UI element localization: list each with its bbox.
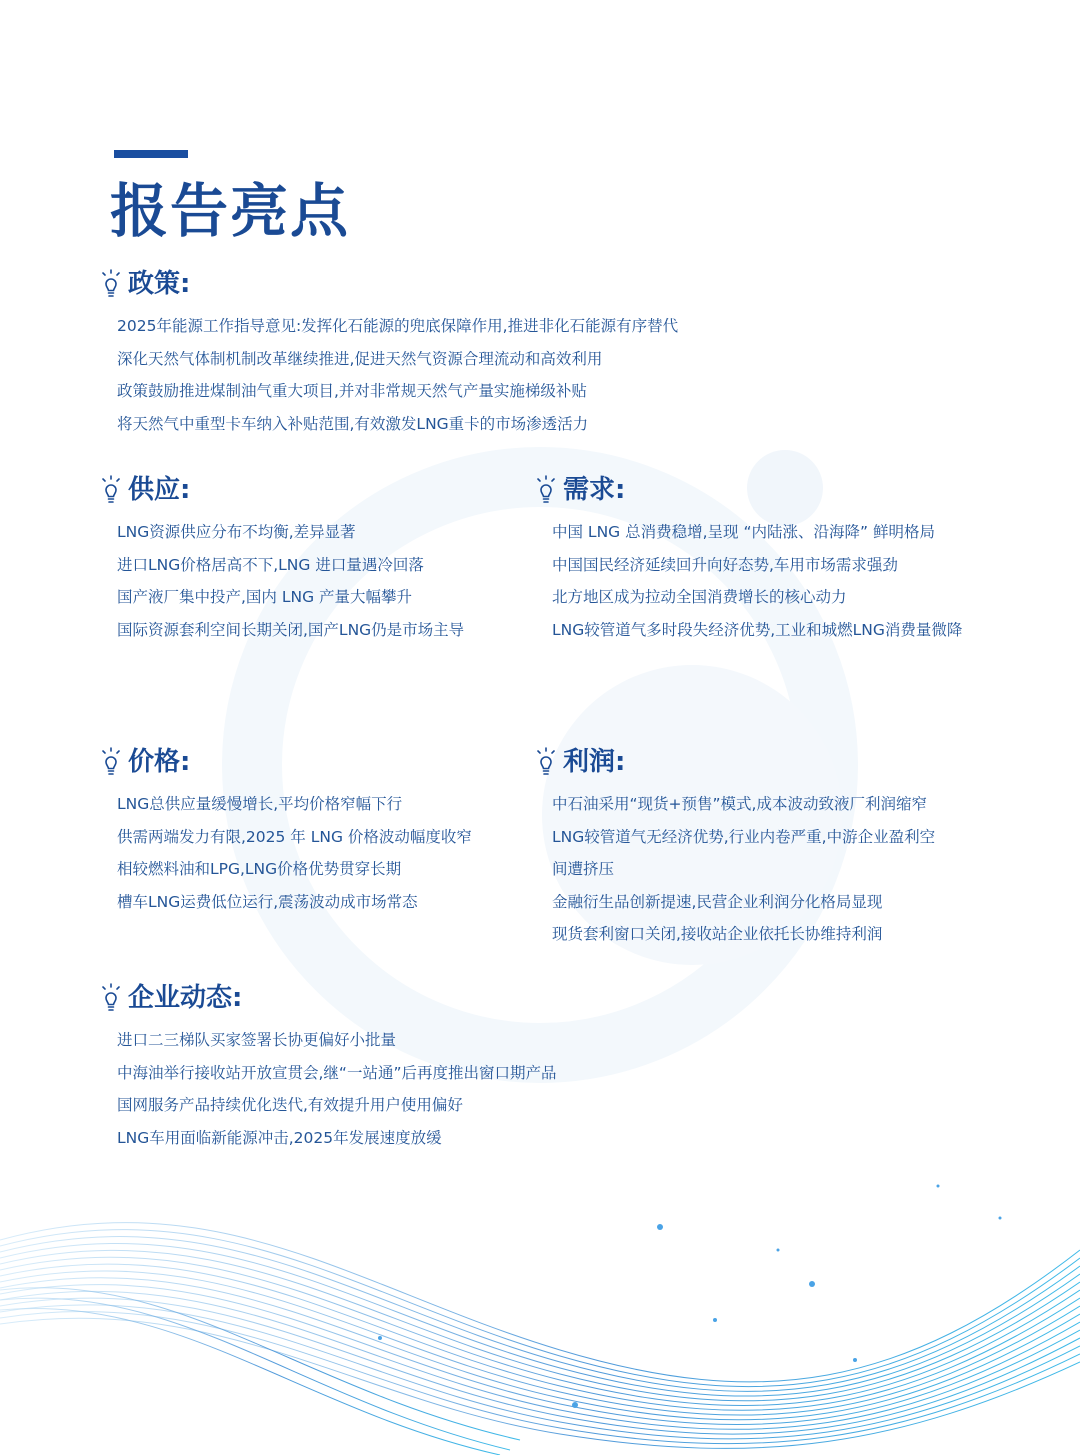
- lightbulb-icon: [100, 983, 122, 1013]
- section-header: [100, 472, 464, 508]
- item-list: [100, 788, 472, 918]
- list-item: 中国国民经济延续回升向好态势,车用市场需求强劲: [552, 555, 898, 574]
- list-item: 北方地区成为拉动全国消费增长的核心动力: [552, 588, 847, 606]
- section-header: [100, 744, 472, 780]
- section-header: [100, 266, 678, 302]
- list-item: 进口二三梯队买家签署长协更偏好小批量: [117, 1031, 397, 1049]
- section-title: 供应:: [128, 475, 191, 505]
- section-header: [535, 472, 962, 508]
- list-item: 槽车LNG运费低位运行,震荡波动成市场常态: [117, 892, 418, 911]
- list-item: 相较燃料油和LPG,LNG价格优势贯穿长期: [117, 860, 402, 878]
- list-item: LNG资源供应分布不均衡,差异显著: [117, 523, 356, 541]
- list-item: 中国 LNG 总消费稳增,呈现 “内陆涨、沿海降” 鲜明格局: [552, 523, 935, 541]
- list-item: 2025年能源工作指导意见:发挥化石能源的兜底保障作用,推进非化石能源有序替代: [117, 317, 679, 335]
- list-item: 政策鼓励推进煤制油气重大项目,并对非常规天然气产量实施梯级补贴: [117, 382, 587, 400]
- list-item: 现货套利窗口关闭,接收站企业依托长协维持利润: [552, 925, 883, 943]
- list-item: 金融衍生品创新提速,民营企业利润分化格局显现: [552, 892, 883, 911]
- page-title: 报告亮点: [110, 177, 351, 245]
- list-item: 进口LNG价格居高不下,LNG 进口量遇冷回落: [117, 555, 424, 574]
- section-demand: [535, 472, 962, 646]
- list-item: 国际资源套利空间长期关闭,国产LNG仍是市场主导: [117, 620, 465, 639]
- lightbulb-icon: [100, 269, 122, 299]
- lightbulb-icon: [100, 475, 122, 505]
- list-item: 将天然气中重型卡车纳入补贴范围,有效激发LNG重卡的市场渗透活力: [117, 414, 589, 433]
- lightbulb-icon: [535, 747, 557, 777]
- section-header: [100, 980, 557, 1016]
- list-item: 中石油采用“现货+预售”模式,成本波动致液厂利润缩窄: [552, 795, 927, 813]
- list-item: 深化天然气体制机制改革继续推进,促进天然气资源合理流动和高效利用: [117, 349, 603, 368]
- list-item: 国产液厂集中投产,国内 LNG 产量大幅攀升: [117, 588, 413, 606]
- section-title: 需求:: [563, 475, 626, 505]
- lightbulb-icon: [535, 475, 557, 505]
- list-item: LNG总供应量缓慢增长,平均价格窄幅下行: [117, 795, 403, 813]
- section-profit: [535, 744, 935, 951]
- list-item: LNG较管道气多时段失经济优势,工业和城燃LNG消费量微降: [552, 620, 963, 639]
- list-item: 中海油举行接收站开放宣贯会,继“一站通”后再度推出窗口期产品: [117, 1063, 557, 1082]
- section-supply: [100, 472, 464, 646]
- section-title: 企业动态:: [128, 983, 243, 1013]
- item-list: [100, 310, 678, 440]
- section-company: [100, 980, 557, 1154]
- item-list: [100, 516, 464, 646]
- item-list: [535, 788, 935, 951]
- section-policy: [100, 266, 678, 440]
- title-accent-bar: [114, 150, 188, 158]
- section-title: 价格:: [128, 747, 191, 777]
- lightbulb-icon: [100, 747, 122, 777]
- item-list: [535, 516, 962, 646]
- section-title: 政策:: [128, 269, 191, 299]
- list-item: 供需两端发力有限,2025 年 LNG 价格波动幅度收窄: [117, 827, 472, 846]
- item-list: [100, 1024, 557, 1154]
- list-item: 国网服务产品持续优化迭代,有效提升用户使用偏好: [117, 1096, 463, 1114]
- list-item: LNG较管道气无经济优势,行业内卷严重,中游企业盈利空: [552, 827, 936, 846]
- section-header: [535, 744, 935, 780]
- list-item: 间遭挤压: [552, 860, 615, 878]
- list-item: LNG车用面临新能源冲击,2025年发展速度放缓: [117, 1128, 442, 1147]
- section-price: [100, 744, 472, 918]
- section-title: 利润:: [563, 747, 626, 777]
